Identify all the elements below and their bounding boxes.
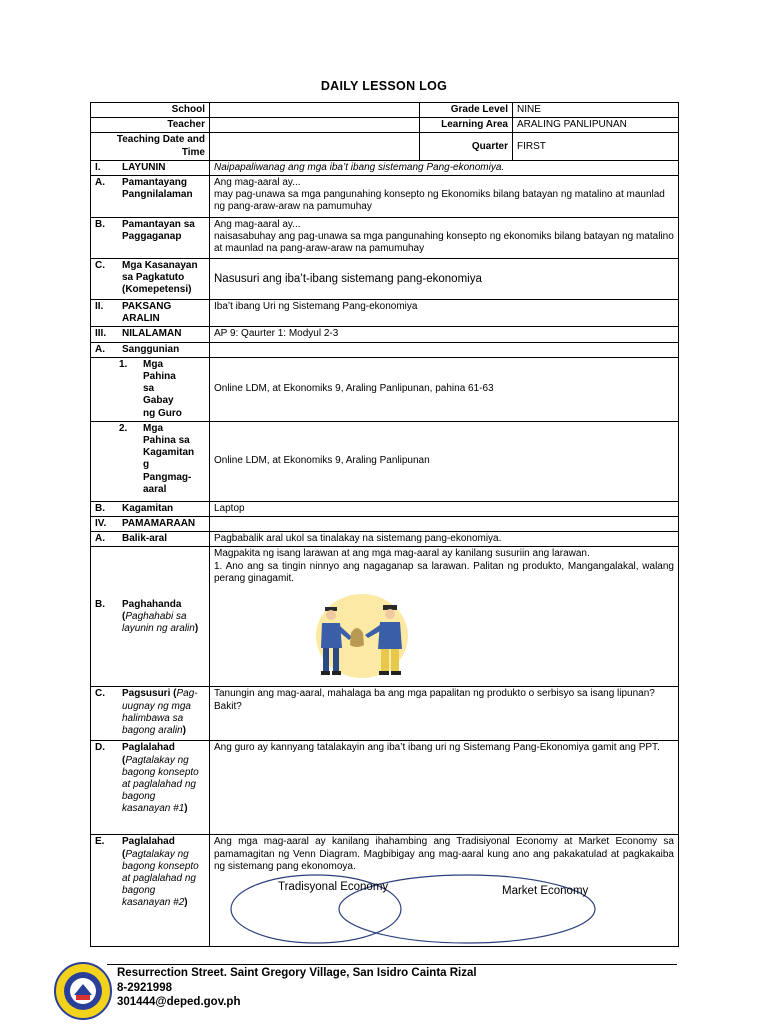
- text-line: Ang mag-aaral ay...: [214, 177, 301, 189]
- row-label: PAMAMARAAN: [122, 518, 196, 530]
- paghahanda-row: B. Paghahanda (Paghahabi sa layunin ng aralin) Magpakita ng isang larawan at ang mga mag-aaral ay kanilang susuriin ang larawan. 1. Ano ang sa tingin ninnyo ang nagaganap sa larawan. Palitan ng produkto, Mangangalakal, walang perang ginagamit.: [91, 547, 679, 687]
- row-number: B.: [95, 598, 105, 610]
- venn-diagram: [214, 873, 674, 943]
- pamamaraan-row: [91, 517, 679, 532]
- row-label: Balik-aral: [122, 533, 168, 545]
- header-row: [91, 133, 679, 160]
- text-line: may pag-unawa sa mga pangunahing konsepto ng Ekonomiks bilang batayan ng matalino at maunlad ng pang-araw-araw na pamumuhay: [214, 189, 665, 213]
- venn-right-label: Market Economy: [502, 885, 589, 898]
- paglalahad-1-value: Ang guro ay kannyang tatalakayin ang iba’t ibang uri ng Sistemang Pang-Ekonomiya gamit ang PPT.: [210, 741, 679, 835]
- row-label: Pamantayan sa Paggaganap: [122, 219, 195, 243]
- pagsusuri-value: Tanungin ang mag-aaral, mahalaga ba ang mga papalitan ng produkto o serbisyo sa isang lipunan? Bakit?: [210, 687, 679, 741]
- quarter-label: Quarter: [420, 133, 513, 160]
- row-label: LAYUNIN: [122, 161, 166, 173]
- kasanayan-value: Nasusuri ang iba’t-ibang sistemang pang-ekonomiya: [210, 259, 679, 300]
- paglalahad-1-row: D. Paglalahad (Pagtalakay ng bagong konsepto at paglalahad ng bagong kasanayan #1) Ang guro ay kannyang tatalakayin ang iba’t ibang uri ng Sistemang Pang-Ekonomiya gamit ang PPT.: [91, 741, 679, 835]
- row-label: Kagamitan: [122, 502, 174, 514]
- row-label-italic: Pagtalakay ng bagong konsepto at paglalahad ng bagong kasanayan #2: [122, 848, 199, 909]
- row-label: Pamantayang Pangnilalaman: [122, 177, 193, 201]
- teaching-date-field[interactable]: [210, 133, 420, 160]
- balik-value: Pagbabalik aral ukol sa tinalakay na sistemang pang-ekonomiya.: [210, 532, 679, 547]
- header-row: [91, 118, 679, 133]
- row-number: III.: [95, 328, 107, 340]
- balik-aral-row: [91, 532, 679, 547]
- school-label: School: [91, 103, 210, 118]
- row-number: I.: [95, 161, 101, 173]
- row-label: Pagsusuri: [122, 688, 171, 700]
- nilalaman-row: [91, 327, 679, 342]
- kagamitan-pahina-row: [91, 421, 679, 501]
- kasanayan-row: [91, 259, 679, 300]
- row-number: C.: [95, 688, 105, 700]
- text-line: 1. Ano ang sa tingin ninnyo ang nagaganap sa larawan. Palitan ng produkto, Mangangalakal, walang perang ginagamit.: [214, 560, 674, 584]
- pamantayan-paggaganap-row: [91, 218, 679, 259]
- gabay-guro-row: [91, 357, 679, 421]
- teacher-field[interactable]: [210, 118, 420, 133]
- row-number: B.: [95, 502, 105, 514]
- grade-level-field[interactable]: NINE: [513, 103, 679, 118]
- venn-left-label: Tradisyonal Economy: [278, 881, 389, 894]
- row-label: Paglalahad: [122, 836, 175, 848]
- learning-area-label: Learning Area: [420, 118, 513, 133]
- layunin-row: [91, 160, 679, 175]
- row-label-italic: Pagtalakay ng bagong konsepto at paglalahad ng bagong kasanayan #1: [122, 754, 199, 815]
- row-number: A.: [95, 343, 105, 355]
- row-label: Mga Pahina sa Gabay ng Guro: [143, 358, 182, 419]
- row-number: 1.: [119, 358, 128, 370]
- sanggunian-row: [91, 342, 679, 357]
- kagamitan-value: Laptop: [210, 501, 679, 516]
- paglalahad-2-value: Ang mga mag-aaral ay kanilang ihahambing ang Tradisiyonal Economy at Market Economy sa pamamagitan ng Venn Diagram. Magbibigay ang mag-aaral kung ano ang pakakatulad at pagkakaiba ng sistemang pang ekonomoya.: [214, 836, 674, 872]
- school-field[interactable]: [210, 103, 420, 118]
- grade-level-label: Grade Level: [420, 103, 513, 118]
- barter-illustration: [307, 593, 417, 679]
- row-label: Sanggunian: [122, 343, 180, 355]
- kagamitan-row: [91, 501, 679, 516]
- row-number: A.: [95, 533, 105, 545]
- paglalahad-2-row: E. Paglalahad (Pagtalakay ng bagong konsepto at paglalahad ng bagong kasanayan #2) Ang mga mag-aaral ay kanilang ihahambing ang Tradisiyonal Economy at Market Economy sa pamamagitan ng Venn Diagram. Magbibigay ang mag-aaral kung ano ang pakakatulad at pagkakaiba ng sistemang pang ekonomoya. Tradisyonal Economy Market Economy: [91, 835, 679, 947]
- row-number: 2.: [119, 422, 128, 434]
- row-number: II.: [95, 301, 104, 313]
- text-line: naisasabuhay ang pag-unawa sa mga pangunahing konsepto ng ekonomiks bilang batayan ng matalino at maunlad na pang-araw-araw na pamumuhay: [214, 231, 674, 255]
- quarter-field[interactable]: FIRST: [513, 133, 679, 160]
- footer-address: Resurrection Street. Saint Gregory Village, San Isidro Cainta Rizal: [117, 967, 477, 979]
- row-number: B.: [95, 219, 105, 231]
- row-number: IV.: [95, 518, 107, 530]
- school-seal-logo: [54, 962, 112, 1020]
- footer-divider: [107, 964, 677, 965]
- nilalaman-value: AP 9: Qaurter 1: Modyul 2-3: [210, 327, 679, 342]
- row-label: Paglalahad: [122, 742, 175, 754]
- paksang-aralin-row: [91, 300, 679, 327]
- row-label: NILALAMAN: [122, 328, 182, 340]
- text-line: Magpakita ng isang larawan at ang mga mag-aaral ay kanilang susuriin ang larawan.: [214, 548, 590, 560]
- page-title: DAILY LESSON LOG: [320, 79, 448, 93]
- teacher-label: Teacher: [91, 118, 210, 133]
- row-number: E.: [95, 836, 105, 848]
- paksang-value: Iba’t ibang Uri ng Sistemang Pang-ekonomiya: [210, 300, 679, 327]
- footer-contact: [117, 966, 477, 1010]
- row-number: A.: [95, 177, 105, 189]
- footer-email[interactable]: 301444@deped.gov.ph: [117, 996, 241, 1008]
- row-label-italic: Paghahabi sa layunin ng aralin: [122, 610, 195, 635]
- pagsusuri-row: C. Pagsusuri (Pag-uugnay ng mga halimbawa sa bagong aralin) Tanungin ang mag-aaral, mahalaga ba ang mga papalitan ng produkto o serbisyo sa isang lipunan? Bakit?: [91, 687, 679, 741]
- row-number: D.: [95, 742, 105, 754]
- learning-area-field[interactable]: ARALING PANLIPUNAN: [513, 118, 679, 133]
- text-line: Ang mag-aaral ay...: [214, 219, 301, 231]
- gabay-value: Online LDM, at Ekonomiks 9, Araling Panlipunan, pahina 61-63: [210, 357, 679, 421]
- kagamitan-pahina-value: Online LDM, at Ekonomiks 9, Araling Panlipunan: [210, 421, 679, 501]
- lesson-log-table: [90, 102, 679, 947]
- row-label: Mga Kasanayan sa Pagkatuto (Komepetensi): [122, 260, 198, 296]
- row-label: Mga Pahina sa Kagamitan g Pangmag-aaral: [143, 422, 195, 495]
- row-label: Paghahanda: [122, 598, 182, 610]
- row-number: C.: [95, 260, 105, 272]
- layunin-value: Naipapaliwanag ang mga iba’t ibang sistemang Pang-ekonomiya.: [210, 160, 679, 175]
- teaching-date-label: Teaching Date and Time: [91, 133, 210, 160]
- row-label-italic: Pag-uugnay ng mga halimbawa sa bagong aralin: [122, 688, 198, 737]
- header-row: [91, 103, 679, 118]
- pamantayang-pangnilalaman-row: [91, 176, 679, 218]
- row-label: PAKSANG ARALIN: [122, 301, 172, 325]
- footer-phone: 8-2921998: [117, 981, 172, 994]
